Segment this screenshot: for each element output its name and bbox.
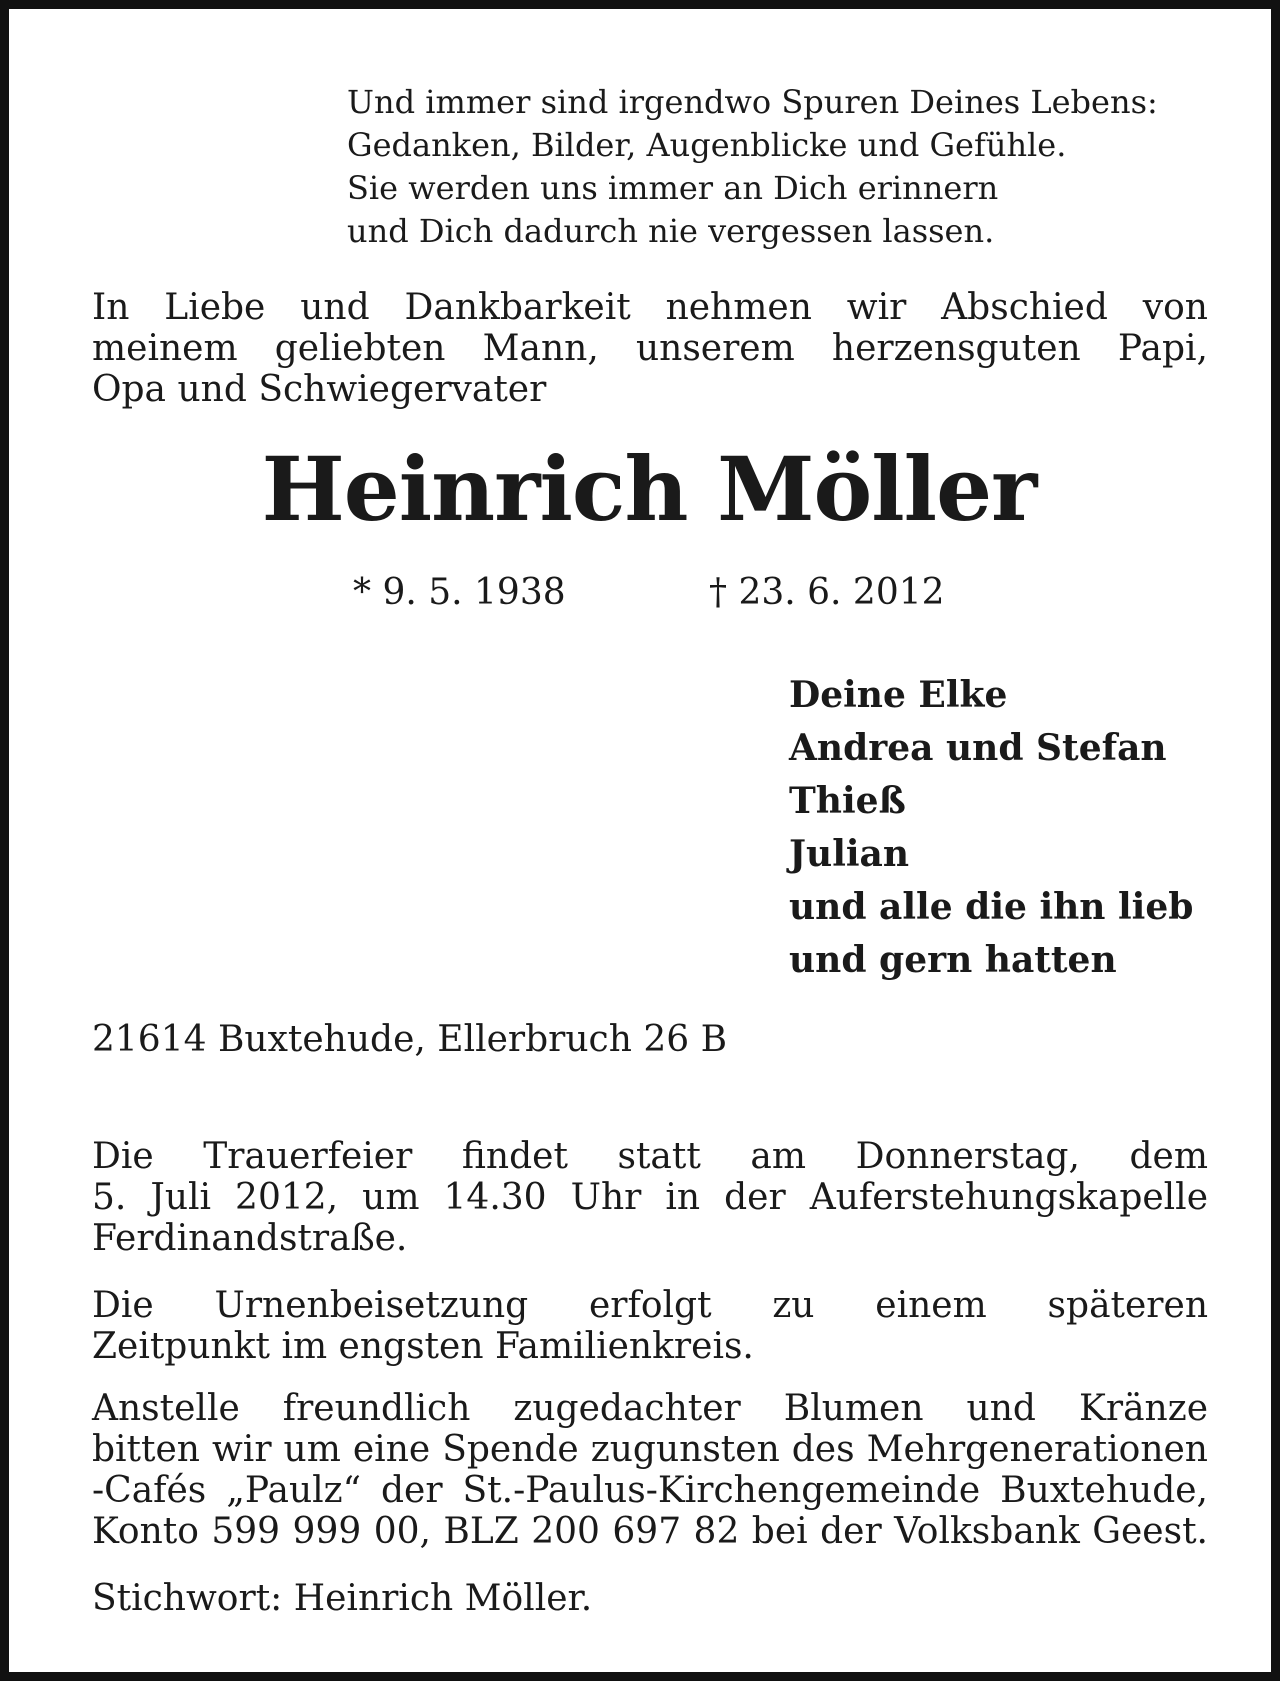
- address: 21614 Buxtehude, Ellerbruch 26 B: [92, 1019, 728, 1060]
- poem-line: Und immer sind irgendwo Spuren Deines Lebens:: [347, 83, 1158, 121]
- donation-info: [92, 1388, 1208, 1552]
- poem-line: Gedanken, Bilder, Augenblicke und Gefühle.: [347, 126, 1067, 164]
- deceased-name: Heinrich Möller: [261, 437, 1037, 541]
- signatories: [789, 669, 1193, 987]
- signatory: Andrea und Stefan: [789, 727, 1167, 769]
- burial-line: Zeitpunkt im engsten Familienkreis.: [92, 1326, 754, 1367]
- intro-line: In Liebe und Dankbarkeit nehmen wir Abschied von: [92, 287, 1208, 328]
- signatory: Deine Elke: [789, 674, 1008, 716]
- donation-keyword: Stichwort: Heinrich Möller.: [92, 1578, 593, 1619]
- donation-line: Anstelle freundlich zugedachter Blumen und Kränze: [92, 1388, 1208, 1429]
- signatory: Julian: [789, 833, 910, 875]
- signatory: Thieß: [789, 780, 906, 822]
- funeral-line: Ferdinandstraße.: [92, 1218, 408, 1259]
- poem-line: und Dich dadurch nie vergessen lassen.: [347, 212, 995, 250]
- signatory: und alle die ihn lieb: [789, 886, 1194, 928]
- burial-line: Die Urnenbeisetzung erfolgt zu einem späteren: [92, 1285, 1208, 1326]
- intro-line: Opa und Schwiegervater: [92, 369, 547, 410]
- intro-text: [92, 287, 1208, 410]
- signatory: und gern hatten: [789, 939, 1117, 981]
- donation-line: Konto 599 999 00, BLZ 200 697 82 bei der Volksbank Geest.: [92, 1511, 1208, 1552]
- funeral-line: 5. Juli 2012, um 14.30 Uhr in der Auferstehungskapelle: [92, 1177, 1208, 1218]
- donation-line: -Cafés „Paulz“ der St.-Paulus-Kirchengemeinde Buxtehude,: [92, 1470, 1208, 1511]
- burial-info: [92, 1285, 1208, 1367]
- poem: [347, 81, 1158, 253]
- birth-date: * 9. 5. 1938: [353, 572, 566, 613]
- death-date: † 23. 6. 2012: [709, 572, 945, 613]
- poem-line: Sie werden uns immer an Dich erinnern: [347, 169, 999, 207]
- intro-line: meinem geliebten Mann, unserem herzensguten Papi,: [92, 328, 1208, 369]
- funeral-info: [92, 1136, 1208, 1259]
- donation-line: bitten wir um eine Spende zugunsten des Mehrgenerationen: [92, 1429, 1208, 1470]
- funeral-line: Die Trauerfeier findet statt am Donnerstag, dem: [92, 1136, 1208, 1177]
